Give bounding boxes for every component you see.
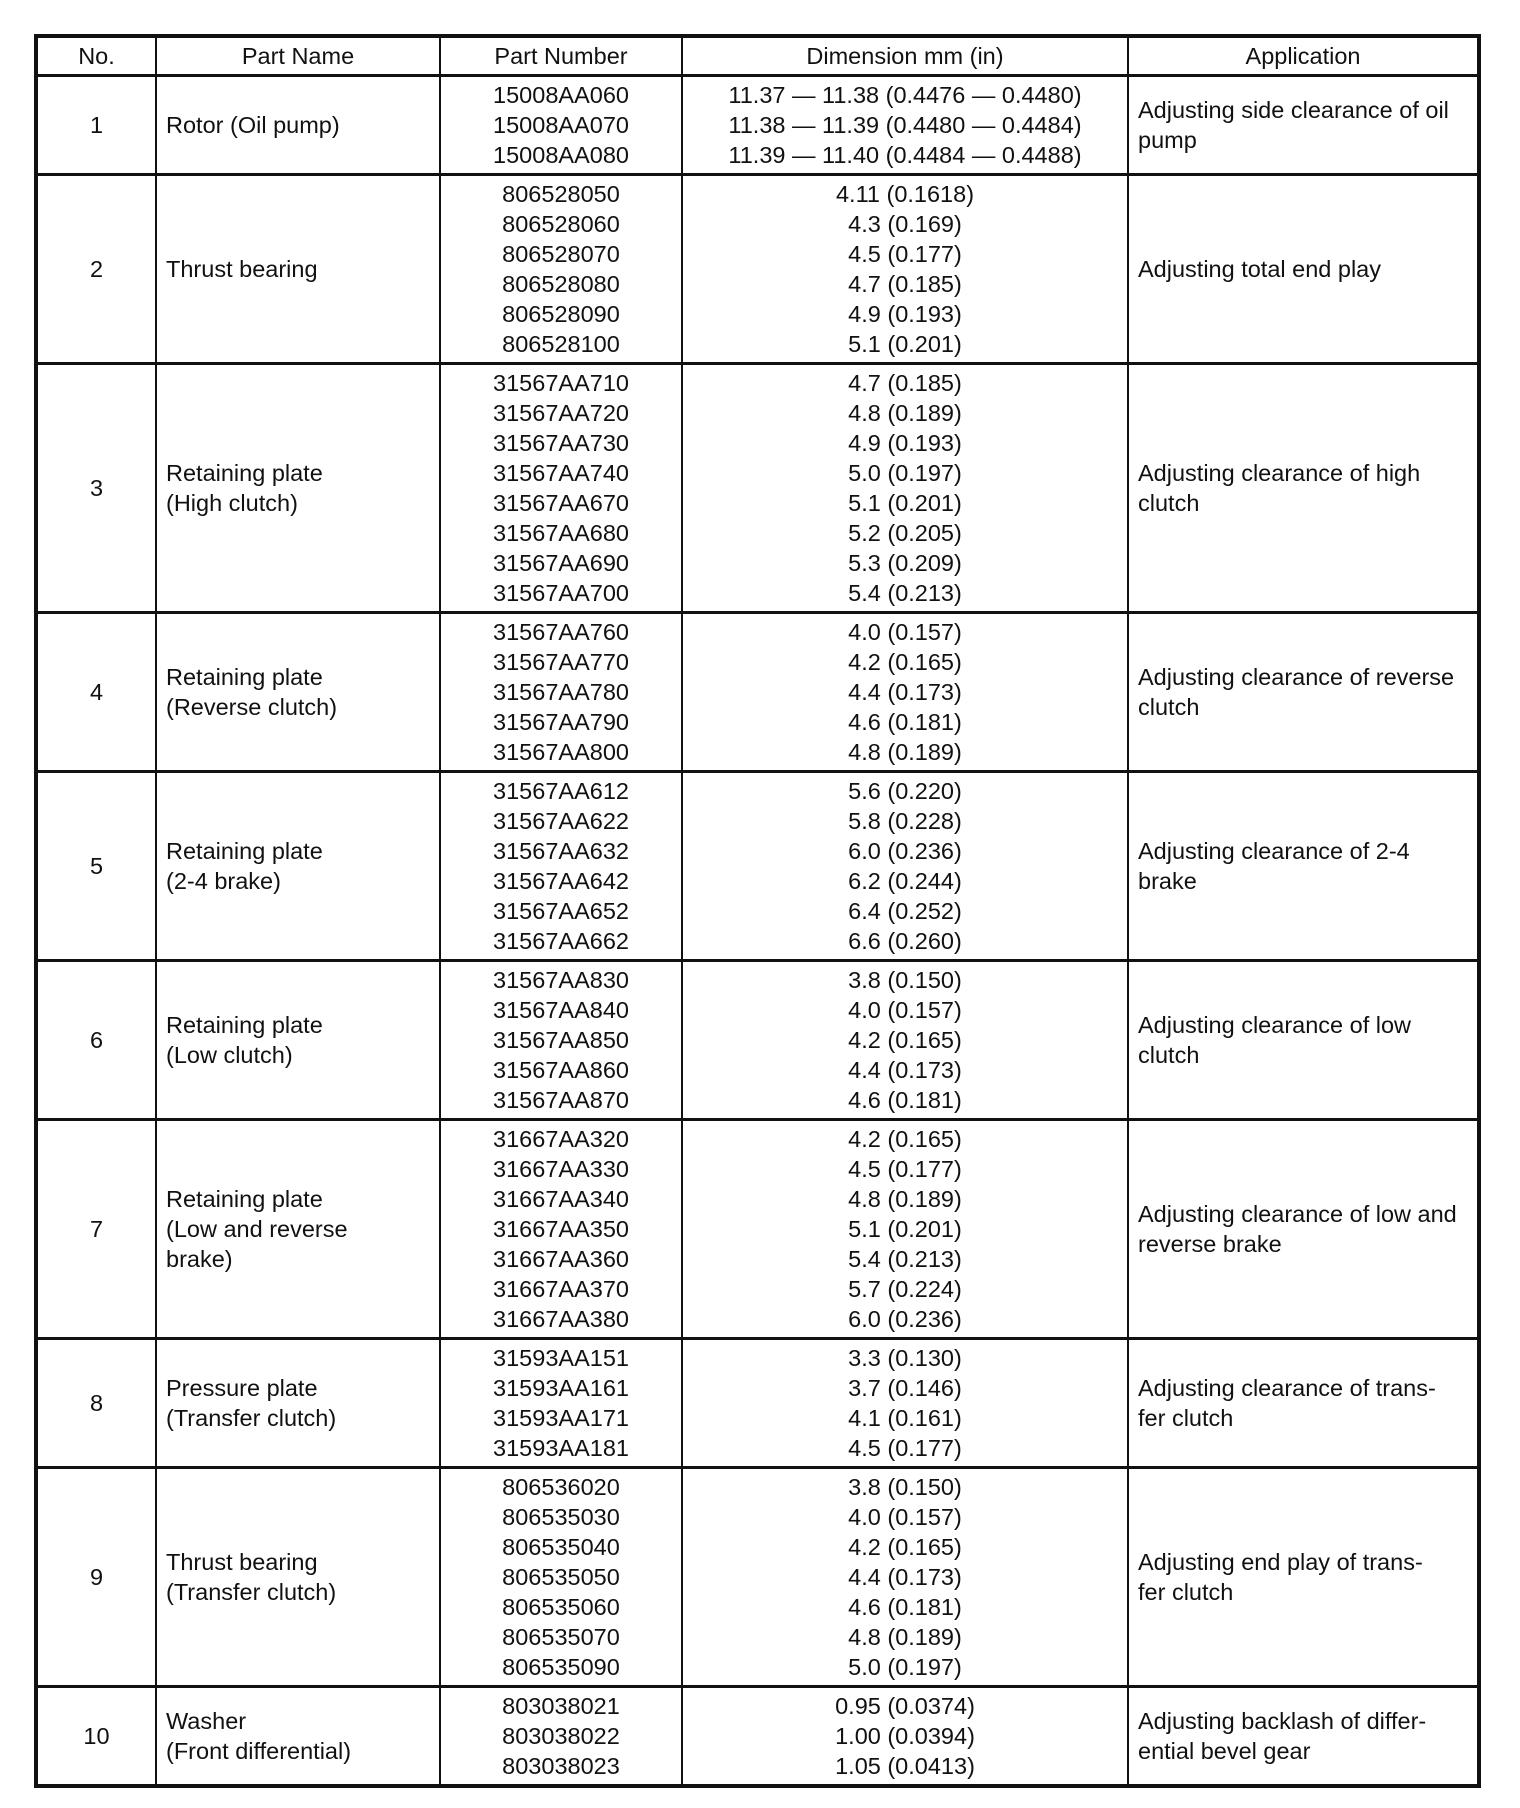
part-number: 31567AA790 bbox=[493, 709, 629, 735]
adjusting-parts-table bbox=[34, 34, 1481, 1788]
row-number: 2 bbox=[36, 175, 156, 364]
part-number: 31667AA380 bbox=[493, 1306, 629, 1332]
table-row bbox=[36, 613, 1479, 772]
part-number: 31667AA360 bbox=[493, 1246, 629, 1272]
part-number: 806528050 bbox=[502, 181, 620, 207]
part-number: 806528070 bbox=[502, 241, 620, 267]
dimension-value: 0.95 (0.0374) bbox=[835, 1693, 975, 1719]
dimension-value: 4.5 (0.177) bbox=[848, 241, 962, 267]
table-row bbox=[36, 1468, 1479, 1687]
application-text: Adjusting clearance of trans- fer clutch bbox=[1138, 1375, 1436, 1431]
dimension-value: 5.1 (0.201) bbox=[848, 331, 962, 357]
row-number: 4 bbox=[36, 613, 156, 772]
dimension-cell bbox=[682, 961, 1128, 1120]
application-cell bbox=[1128, 961, 1479, 1120]
part-number-cell bbox=[440, 613, 682, 772]
dimension-value: 4.1 (0.161) bbox=[848, 1405, 962, 1431]
part-number: 31567AA690 bbox=[493, 550, 629, 576]
table-row bbox=[36, 76, 1479, 175]
part-number: 31667AA340 bbox=[493, 1186, 629, 1212]
part-number-cell bbox=[440, 961, 682, 1120]
dimension-value: 11.38 — 11.39 (0.4480 — 0.4484) bbox=[728, 112, 1082, 138]
spec-sheet bbox=[34, 34, 1477, 1788]
dimension-value: 5.6 (0.220) bbox=[848, 778, 962, 804]
dimension-value: 1.00 (0.0394) bbox=[835, 1723, 975, 1749]
part-number-cell bbox=[440, 1120, 682, 1339]
table-row bbox=[36, 1339, 1479, 1468]
row-number: 8 bbox=[36, 1339, 156, 1468]
dimension-value: 4.2 (0.165) bbox=[848, 1534, 962, 1560]
dimension-value: 4.7 (0.185) bbox=[848, 370, 962, 396]
part-number: 806535040 bbox=[502, 1534, 620, 1560]
dimension-value: 4.8 (0.189) bbox=[848, 1624, 962, 1650]
part-number: 31567AA770 bbox=[493, 649, 629, 675]
application-cell bbox=[1128, 1120, 1479, 1339]
part-name: Retaining plate (2-4 brake) bbox=[166, 838, 323, 894]
dimension-value: 11.37 — 11.38 (0.4476 — 0.4480) bbox=[728, 82, 1082, 108]
row-number: 6 bbox=[36, 961, 156, 1120]
part-number: 806535050 bbox=[502, 1564, 620, 1590]
part-number: 15008AA060 bbox=[493, 82, 629, 108]
dimension-value: 4.5 (0.177) bbox=[848, 1435, 962, 1461]
part-number: 806535090 bbox=[502, 1654, 620, 1680]
part-number: 31593AA151 bbox=[493, 1345, 629, 1371]
dimension-value: 4.8 (0.189) bbox=[848, 400, 962, 426]
dimension-value: 4.0 (0.157) bbox=[848, 619, 962, 645]
part-number: 806535070 bbox=[502, 1624, 620, 1650]
dimension-value: 5.1 (0.201) bbox=[848, 490, 962, 516]
dimension-value: 4.5 (0.177) bbox=[848, 1156, 962, 1182]
dimension-value: 5.4 (0.213) bbox=[848, 580, 962, 606]
dimension-value: 5.3 (0.209) bbox=[848, 550, 962, 576]
row-number: 1 bbox=[36, 76, 156, 175]
dimension-value: 5.7 (0.224) bbox=[848, 1276, 962, 1302]
part-number: 31567AA730 bbox=[493, 430, 629, 456]
part-number: 803038023 bbox=[502, 1753, 620, 1779]
dimension-value: 3.7 (0.146) bbox=[848, 1375, 962, 1401]
dimension-cell bbox=[682, 613, 1128, 772]
part-number-cell bbox=[440, 772, 682, 961]
part-number: 31593AA161 bbox=[493, 1375, 629, 1401]
table-row bbox=[36, 1120, 1479, 1339]
part-number: 15008AA080 bbox=[493, 142, 629, 168]
dimension-value: 4.4 (0.173) bbox=[848, 1564, 962, 1590]
dimension-value: 4.6 (0.181) bbox=[848, 1594, 962, 1620]
part-number: 31567AA700 bbox=[493, 580, 629, 606]
part-number: 31567AA740 bbox=[493, 460, 629, 486]
part-number: 31567AA870 bbox=[493, 1087, 629, 1113]
part-number: 31667AA370 bbox=[493, 1276, 629, 1302]
dimension-cell bbox=[682, 1339, 1128, 1468]
part-name-cell bbox=[156, 364, 440, 613]
table-body bbox=[36, 76, 1479, 1787]
header-row bbox=[36, 36, 1479, 76]
dimension-cell bbox=[682, 76, 1128, 175]
part-number-cell bbox=[440, 1339, 682, 1468]
dimension-value: 4.6 (0.181) bbox=[848, 1087, 962, 1113]
application-text: Adjusting clearance of reverse clutch bbox=[1138, 664, 1455, 720]
part-number: 806528100 bbox=[502, 331, 620, 357]
application-text: Adjusting clearance of low and reverse brake bbox=[1138, 1201, 1457, 1257]
dimension-value: 5.8 (0.228) bbox=[848, 808, 962, 834]
part-name-cell bbox=[156, 613, 440, 772]
header-application: Application bbox=[1128, 36, 1479, 76]
part-number: 31567AA800 bbox=[493, 739, 629, 765]
part-name: Retaining plate (Low and reverse brake) bbox=[166, 1186, 348, 1272]
part-name: Thrust bearing bbox=[166, 256, 318, 282]
part-number: 31567AA632 bbox=[493, 838, 629, 864]
row-number: 7 bbox=[36, 1120, 156, 1339]
part-number-cell bbox=[440, 76, 682, 175]
part-name: Washer (Front differential) bbox=[166, 1708, 352, 1764]
application-text: Adjusting side clearance of oil pump bbox=[1138, 97, 1449, 153]
table-row bbox=[36, 175, 1479, 364]
header-part-name: Part Name bbox=[156, 36, 440, 76]
part-number: 31567AA760 bbox=[493, 619, 629, 645]
application-text: Adjusting end play of trans- fer clutch bbox=[1138, 1549, 1423, 1605]
dimension-value: 4.11 (0.1618) bbox=[835, 181, 975, 207]
dimension-cell bbox=[682, 175, 1128, 364]
part-name: Retaining plate (Reverse clutch) bbox=[166, 664, 338, 720]
dimension-value: 4.2 (0.165) bbox=[848, 649, 962, 675]
dimension-value: 6.0 (0.236) bbox=[848, 1306, 962, 1332]
part-number: 31567AA670 bbox=[493, 490, 629, 516]
part-name-cell bbox=[156, 961, 440, 1120]
dimension-value: 4.7 (0.185) bbox=[848, 271, 962, 297]
row-number: 10 bbox=[36, 1687, 156, 1787]
part-number: 31567AA780 bbox=[493, 679, 629, 705]
dimension-value: 4.4 (0.173) bbox=[848, 1057, 962, 1083]
part-number: 31567AA612 bbox=[493, 778, 629, 804]
part-name-cell bbox=[156, 1687, 440, 1787]
part-name-cell bbox=[156, 772, 440, 961]
part-number: 31567AA622 bbox=[493, 808, 629, 834]
part-number: 31567AA652 bbox=[493, 898, 629, 924]
part-number-cell bbox=[440, 175, 682, 364]
dimension-value: 4.9 (0.193) bbox=[848, 301, 962, 327]
application-cell bbox=[1128, 76, 1479, 175]
dimension-value: 3.8 (0.150) bbox=[848, 1474, 962, 1500]
dimension-value: 4.8 (0.189) bbox=[848, 1186, 962, 1212]
part-number-cell bbox=[440, 1468, 682, 1687]
application-text: Adjusting total end play bbox=[1138, 256, 1381, 282]
application-text: Adjusting clearance of low clutch bbox=[1138, 1012, 1412, 1068]
row-number: 9 bbox=[36, 1468, 156, 1687]
dimension-value: 4.9 (0.193) bbox=[848, 430, 962, 456]
application-cell bbox=[1128, 613, 1479, 772]
dimension-value: 4.0 (0.157) bbox=[848, 1504, 962, 1530]
dimension-value: 5.4 (0.213) bbox=[848, 1246, 962, 1272]
dimension-value: 5.0 (0.197) bbox=[848, 1654, 962, 1680]
part-number: 31567AA662 bbox=[493, 928, 629, 954]
dimension-value: 4.2 (0.165) bbox=[848, 1126, 962, 1152]
dimension-value: 6.6 (0.260) bbox=[848, 928, 962, 954]
dimension-value: 4.4 (0.173) bbox=[848, 679, 962, 705]
part-number: 31567AA860 bbox=[493, 1057, 629, 1083]
dimension-value: 5.1 (0.201) bbox=[848, 1216, 962, 1242]
part-number: 31567AA850 bbox=[493, 1027, 629, 1053]
application-cell bbox=[1128, 175, 1479, 364]
application-text: Adjusting clearance of 2-4 brake bbox=[1138, 838, 1410, 894]
part-name: Retaining plate (Low clutch) bbox=[166, 1012, 323, 1068]
part-name-cell bbox=[156, 1120, 440, 1339]
application-cell bbox=[1128, 1468, 1479, 1687]
part-number: 31567AA830 bbox=[493, 967, 629, 993]
table-row bbox=[36, 961, 1479, 1120]
dimension-cell bbox=[682, 1468, 1128, 1687]
application-cell bbox=[1128, 772, 1479, 961]
part-number-cell bbox=[440, 1687, 682, 1787]
part-number: 803038021 bbox=[502, 1693, 620, 1719]
dimension-value: 5.2 (0.205) bbox=[848, 520, 962, 546]
dimension-value: 4.8 (0.189) bbox=[848, 739, 962, 765]
part-name-cell bbox=[156, 175, 440, 364]
dimension-value: 5.0 (0.197) bbox=[848, 460, 962, 486]
table-row bbox=[36, 1687, 1479, 1787]
part-number: 31567AA642 bbox=[493, 868, 629, 894]
dimension-value: 4.0 (0.157) bbox=[848, 997, 962, 1023]
part-number: 31567AA840 bbox=[493, 997, 629, 1023]
dimension-value: 4.3 (0.169) bbox=[848, 211, 962, 237]
dimension-value: 11.39 — 11.40 (0.4484 — 0.4488) bbox=[728, 142, 1082, 168]
part-number: 806535030 bbox=[502, 1504, 620, 1530]
part-number: 15008AA070 bbox=[493, 112, 629, 138]
part-name: Rotor (Oil pump) bbox=[166, 112, 340, 138]
part-name: Retaining plate (High clutch) bbox=[166, 460, 323, 516]
dimension-cell bbox=[682, 772, 1128, 961]
part-name: Thrust bearing (Transfer clutch) bbox=[166, 1549, 337, 1605]
header-no: No. bbox=[36, 36, 156, 76]
part-number: 31567AA680 bbox=[493, 520, 629, 546]
header-part-number: Part Number bbox=[440, 36, 682, 76]
dimension-cell bbox=[682, 1120, 1128, 1339]
row-number: 5 bbox=[36, 772, 156, 961]
part-number: 31567AA710 bbox=[493, 370, 629, 396]
part-number: 31567AA720 bbox=[493, 400, 629, 426]
table-row bbox=[36, 772, 1479, 961]
table-row bbox=[36, 364, 1479, 613]
header-dimension: Dimension mm (in) bbox=[682, 36, 1128, 76]
application-text: Adjusting backlash of differ- ential bevel gear bbox=[1138, 1708, 1427, 1764]
dimension-cell bbox=[682, 1687, 1128, 1787]
dimension-value: 6.4 (0.252) bbox=[848, 898, 962, 924]
part-number: 31593AA171 bbox=[493, 1405, 629, 1431]
part-number: 806528080 bbox=[502, 271, 620, 297]
dimension-value: 6.0 (0.236) bbox=[848, 838, 962, 864]
part-number: 31667AA350 bbox=[493, 1216, 629, 1242]
application-cell bbox=[1128, 1687, 1479, 1787]
application-cell bbox=[1128, 364, 1479, 613]
part-number: 806535060 bbox=[502, 1594, 620, 1620]
part-name: Pressure plate (Transfer clutch) bbox=[166, 1375, 337, 1431]
application-text: Adjusting clearance of high clutch bbox=[1138, 460, 1421, 516]
part-number: 31667AA320 bbox=[493, 1126, 629, 1152]
part-name-cell bbox=[156, 1339, 440, 1468]
part-name-cell bbox=[156, 1468, 440, 1687]
dimension-value: 3.8 (0.150) bbox=[848, 967, 962, 993]
part-number: 806528060 bbox=[502, 211, 620, 237]
dimension-value: 6.2 (0.244) bbox=[848, 868, 962, 894]
dimension-value: 3.3 (0.130) bbox=[848, 1345, 962, 1371]
row-number: 3 bbox=[36, 364, 156, 613]
part-number: 806536020 bbox=[502, 1474, 620, 1500]
part-number: 31667AA330 bbox=[493, 1156, 629, 1182]
part-number-cell bbox=[440, 364, 682, 613]
part-number: 803038022 bbox=[502, 1723, 620, 1749]
dimension-cell bbox=[682, 364, 1128, 613]
dimension-value: 1.05 (0.0413) bbox=[835, 1753, 975, 1779]
application-cell bbox=[1128, 1339, 1479, 1468]
dimension-value: 4.6 (0.181) bbox=[848, 709, 962, 735]
part-name-cell bbox=[156, 76, 440, 175]
part-number: 31593AA181 bbox=[493, 1435, 629, 1461]
dimension-value: 4.2 (0.165) bbox=[848, 1027, 962, 1053]
part-number: 806528090 bbox=[502, 301, 620, 327]
